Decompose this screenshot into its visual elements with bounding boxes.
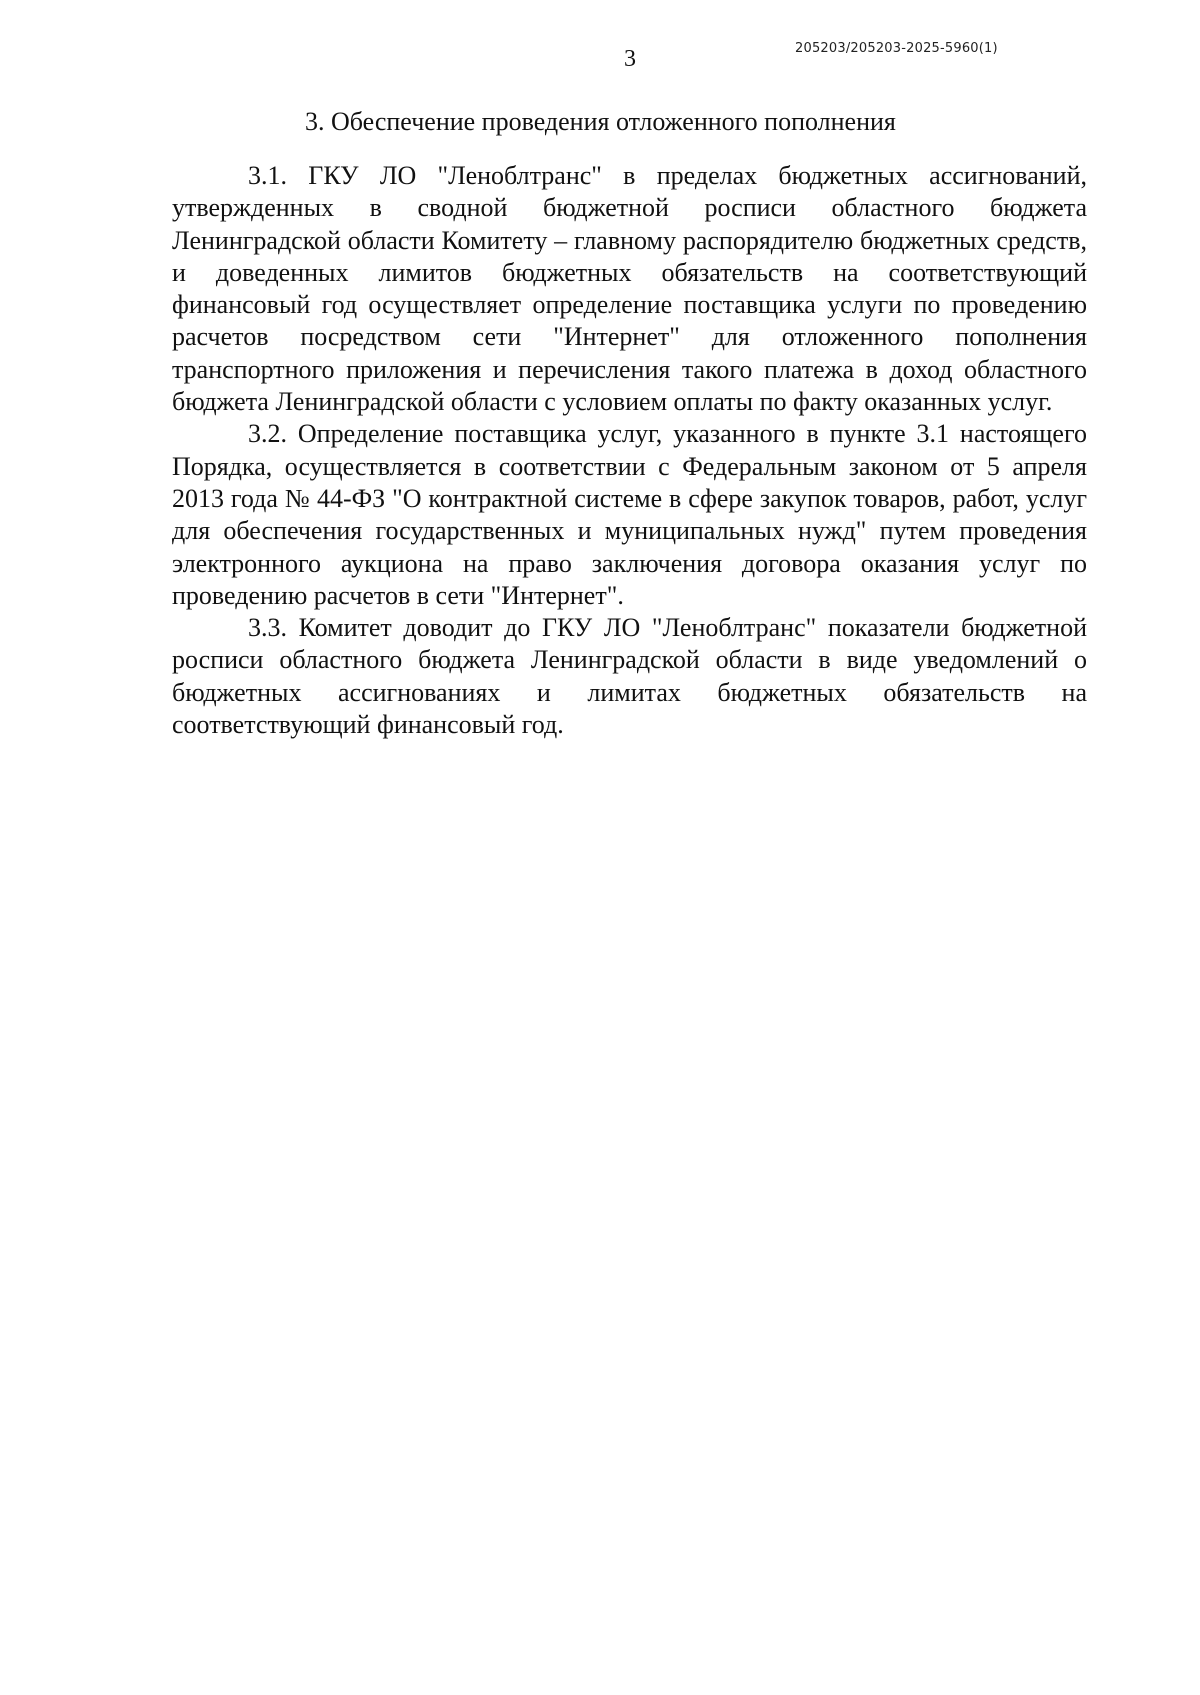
document-body [172,160,1087,741]
paragraph-3-1: 3.1. ГКУ ЛО "Леноблтранс" в пределах бюджетных ассигнований, утвержденных в сводной бюджетной росписи областного бюджета Ленинградской области Комитету – главному распорядителю бюджетных средств, и доведенных лимитов бюджетных обязательств на соответствующий финансовый год осуществляет определение поставщика услуги по проведению расчетов посредством сети "Интернет" для отложенного пополнения транспортного приложения и перечисления такого платежа в доход областного бюджета Ленинградской области с условием оплаты по факту оказанных услуг. [172,161,1087,417]
paragraph-3-3: 3.3. Комитет доводит до ГКУ ЛО "Леноблтранс" показатели бюджетной росписи областного бюджета Ленинградской области в виде уведомлений о бюджетных ассигнованиях и лимитах бюджетных обязательств на соответствующий финансовый год. [172,613,1087,740]
section-title: 3. Обеспечение проведения отложенного пополнения [305,107,896,136]
page-number: 3 [624,46,636,72]
document-id: 205203/205203-2025-5960(1) [795,41,998,56]
paragraph-3-2: 3.2. Определение поставщика услуг, указанного в пункте 3.1 настоящего Порядка, осуществляется в соответствии с Федеральным законом от 5 апреля 2013 года № 44-ФЗ "О контрактной системе в сфере закупок товаров, работ, услуг для обеспечения государственных и муниципальных нужд" путем проведения электронного аукциона на право заключения договора оказания услуг по проведению расчетов в сети "Интернет". [172,419,1087,610]
